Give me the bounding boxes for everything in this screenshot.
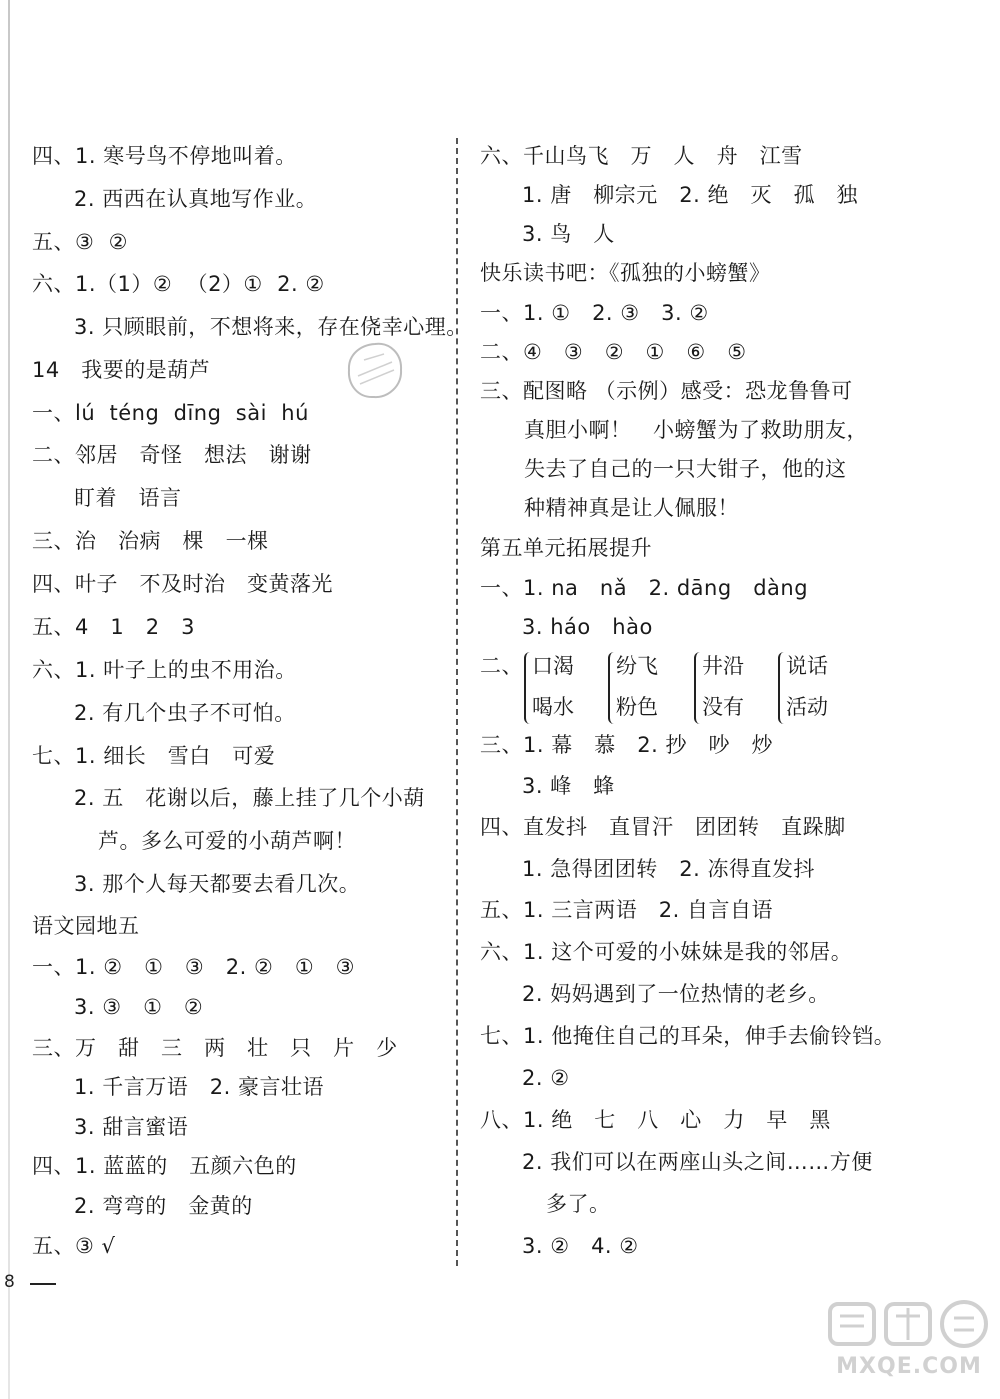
- page-edge: [8, 0, 10, 1399]
- answer-line: 2. 我们可以在两座山头之间……方便: [522, 1150, 873, 1174]
- answer-line: 六、1. 叶子上的虫不用治。: [32, 658, 297, 682]
- answer-line: 四、1. 寒号鸟不停地叫着。: [32, 144, 297, 168]
- column-divider: [456, 138, 458, 1266]
- answer-line: 3. ③ ① ②: [74, 995, 204, 1019]
- answer-line: 五、4 1 2 3: [32, 615, 196, 639]
- seal-stamp-icon: [344, 340, 406, 402]
- answer-line: 3. 峰 蜂: [522, 774, 615, 798]
- word: 喝水: [532, 695, 574, 719]
- answer-line: 2. 西西在认真地写作业。: [74, 187, 318, 211]
- answer-line: 1. 唐 柳宗元 2. 绝 灭 孤 独: [522, 183, 859, 207]
- watermark-logo-icon: [824, 1296, 994, 1352]
- page-number: 8: [4, 1272, 15, 1292]
- word-pair: [702, 646, 744, 728]
- word-pair: [786, 646, 828, 728]
- answer-line: 四、1. 蓝蓝的 五颜六色的: [32, 1154, 297, 1178]
- answer-line: 一、1. ② ① ③ 2. ② ① ③: [32, 955, 356, 979]
- answer-line: 芦。多么可爱的小葫芦啊！: [98, 829, 356, 853]
- word: 活动: [786, 695, 828, 719]
- answer-line: 真胆小啊！ 小螃蟹为了救助朋友，: [524, 418, 869, 442]
- answer-line: 二、④ ③ ② ① ⑥ ⑤: [480, 340, 747, 364]
- answer-line: 2. 弯弯的 金黄的: [74, 1194, 253, 1218]
- answer-line: 三、万 甜 三 两 壮 只 片 少: [32, 1036, 398, 1060]
- answer-line: 3. 甜言蜜语: [74, 1115, 189, 1139]
- answer-line: 五、③ ②: [32, 230, 129, 254]
- answer-line: 1. 千言万语 2. 豪言壮语: [74, 1075, 324, 1099]
- answer-line: 2. 妈妈遇到了一位热情的老乡。: [522, 982, 830, 1006]
- word-pair: [616, 646, 658, 728]
- answer-line: 七、1. 细长 雪白 可爱: [32, 744, 276, 768]
- answer-line: 八、1. 绝 七 八 心 力 早 黑: [480, 1108, 831, 1132]
- word: 说话: [786, 654, 828, 678]
- watermark-logo: [824, 1296, 994, 1392]
- answer-line: 2. 有几个虫子不可怕。: [74, 701, 296, 725]
- answer-line: 多了。: [546, 1192, 611, 1216]
- answer-line: 五、③ √: [32, 1234, 116, 1258]
- answer-line: 种精神真是让人佩服！: [524, 496, 739, 520]
- answer-line: 1. 急得团团转 2. 冻得直发抖: [522, 857, 815, 881]
- word-pair: [532, 646, 574, 728]
- answer-line: 六、1.（1）② （2）① 2. ②: [32, 272, 325, 296]
- answer-line: 3. háo hào: [522, 615, 653, 639]
- section-heading: 语文园地五: [32, 914, 140, 938]
- word: 没有: [702, 695, 744, 719]
- section-heading: 第五单元拓展提升: [480, 536, 652, 560]
- answer-line: 一、lú téng dīng sài hú: [32, 401, 309, 425]
- answer-line: 四、叶子 不及时治 变黄落光: [32, 572, 334, 596]
- answer-line: 七、1. 他掩住自己的耳朵，伸手去偷铃铛。: [480, 1024, 896, 1048]
- answer-line: 一、1. na nǎ 2. dāng dàng: [480, 576, 809, 600]
- answer-line: 六、1. 这个可爱的小妹妹是我的邻居。: [480, 940, 853, 964]
- answer-line: 2. 五 花谢以后，藤上挂了几个小葫: [74, 786, 425, 810]
- answer-line: 3. 鸟 人: [522, 222, 615, 246]
- answer-line-label: 二、: [480, 654, 523, 678]
- answer-line: 3. 只顾眼前，不想将来，存在侥幸心理。: [74, 315, 468, 339]
- answer-line: 3. ② 4. ②: [522, 1234, 639, 1258]
- section-heading: 快乐读书吧：《孤独的小螃蟹》: [480, 261, 771, 285]
- answer-line: 六、千山鸟飞 万 人 舟 江雪: [480, 144, 803, 168]
- word: 井沿: [702, 654, 744, 678]
- answer-line: 四、直发抖 直冒汗 团团转 直跺脚: [480, 815, 846, 839]
- section-heading: 14 我要的是葫芦: [32, 358, 211, 382]
- page-number-rule: [30, 1283, 56, 1285]
- answer-line: 三、治 治病 棵 一棵: [32, 529, 269, 553]
- answer-line: 二、邻居 奇怪 想法 谢谢: [32, 443, 312, 467]
- answer-line: 失去了自己的一只大钳子，他的这: [524, 457, 847, 481]
- word: 口渴: [532, 654, 574, 678]
- answer-line: 三、配图略 （示例）感受：恐龙鲁鲁可: [480, 379, 853, 403]
- answer-line: 一、1. ① 2. ③ 3. ②: [480, 301, 709, 325]
- answer-line: 盯着 语言: [74, 486, 182, 510]
- answer-line: 三、1. 幕 慕 2. 抄 吵 炒: [480, 733, 774, 757]
- watermark-site: MXQE.COM: [836, 1354, 982, 1379]
- answer-line: 2. ②: [522, 1066, 570, 1090]
- answer-line: 3. 那个人每天都要去看几次。: [74, 872, 361, 896]
- word: 纷飞: [616, 654, 658, 678]
- answer-line: 五、1. 三言两语 2. 自言自语: [480, 898, 773, 922]
- word: 粉色: [616, 695, 658, 719]
